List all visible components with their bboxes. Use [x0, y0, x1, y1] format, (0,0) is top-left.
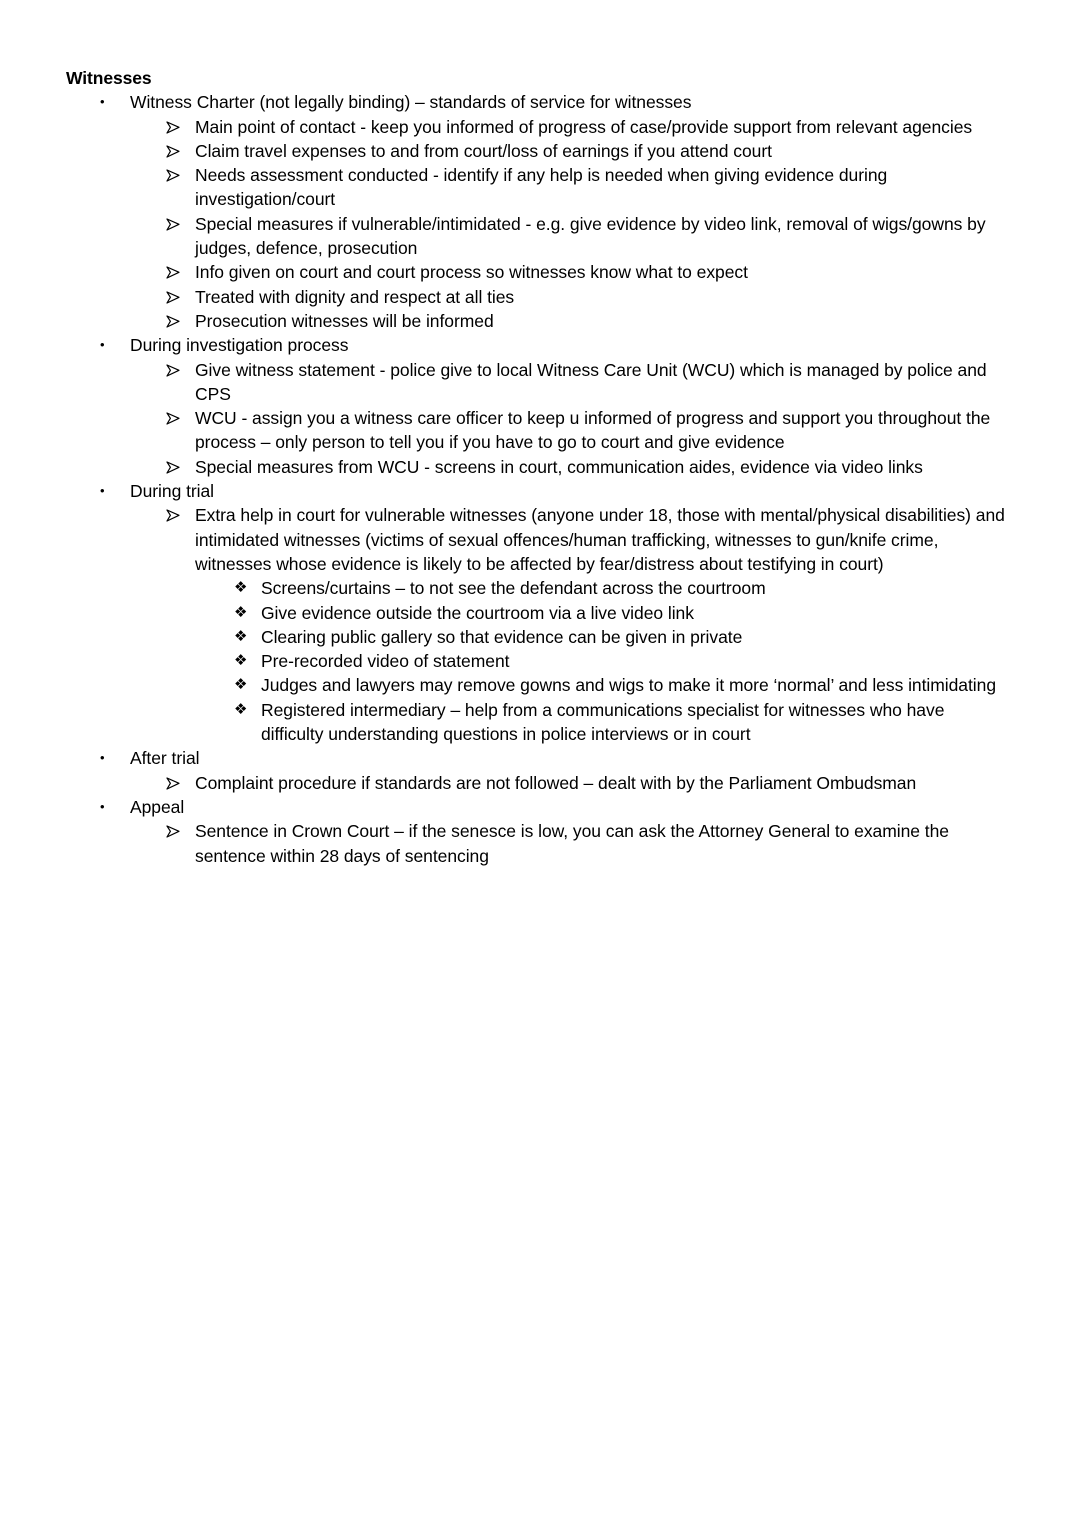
diamond-flower-icon: ❖ — [234, 603, 248, 621]
list-item — [132, 115, 1010, 139]
list-item — [132, 139, 1010, 163]
list-item — [132, 285, 1010, 309]
list-item — [66, 479, 1010, 503]
arrow-head-icon — [165, 167, 183, 184]
list-item — [200, 601, 1010, 625]
list-item-label: Special measures from WCU - screens in court, communication aides, evidence via video links — [195, 456, 923, 477]
list-item-label: Extra help in court for vulnerable witnesses (anyone under 18, those with mental/physical disabilities) and intimidated witnesses (victims of sexual offences/human trafficking, witnesses to gun/knife crime, witnesses whose evidence is likely to be affected by fear/distress about testifying in court) — [195, 505, 1005, 574]
arrow-head-icon — [165, 362, 183, 379]
list-item — [200, 673, 1010, 697]
page-title: Witnesses — [66, 68, 152, 88]
list-item-label: Witness Charter (not legally binding) – standards of service for witnesses — [130, 92, 692, 113]
outline-list-level-3 — [200, 576, 1010, 746]
list-item — [200, 625, 1010, 649]
arrow-head-icon — [165, 775, 183, 792]
list-item-label: Prosecution witnesses will be informed — [195, 310, 494, 331]
list-item — [66, 746, 1010, 770]
arrow-head-icon — [165, 313, 183, 330]
bullet-dot-icon: • — [100, 483, 105, 499]
list-item-label: Judges and lawyers may remove gowns and wigs to make it more ‘normal’ and less intimidating — [261, 675, 996, 696]
list-item-label: WCU - assign you a witness care officer to keep u informed of progress and support you throughout the process – only person to tell you if you have to go to court and give evidence — [195, 408, 991, 453]
arrow-head-icon — [165, 216, 183, 233]
list-item — [200, 649, 1010, 673]
list-item-label: During investigation process — [130, 335, 349, 356]
arrow-head-icon — [165, 119, 183, 136]
arrow-head-icon — [165, 410, 183, 427]
outline-list-level-1 — [66, 90, 1010, 868]
outline-list-level-2 — [132, 115, 1010, 334]
arrow-head-icon — [165, 289, 183, 306]
list-item — [66, 795, 1010, 819]
list-item-label: Clearing public gallery so that evidence can be given in private — [261, 626, 743, 647]
list-item-label: Special measures if vulnerable/intimidated - e.g. give evidence by video link, removal of wigs/gowns by judges, defence, prosecution — [195, 213, 986, 259]
list-item — [132, 358, 1010, 407]
list-item — [66, 90, 1010, 114]
bullet-dot-icon: • — [100, 750, 105, 766]
list-item-label: Complaint procedure if standards are not followed – dealt with by the Parliament Ombudsman — [195, 772, 917, 793]
list-item-label: Main point of contact - keep you informed of progress of case/provide support from relevant agencies — [195, 116, 973, 137]
arrow-head-icon — [165, 507, 183, 524]
outline-list-level-2 — [132, 771, 1010, 795]
outline-list-level-2 — [132, 819, 1010, 868]
list-item-label: Needs assessment conducted - identify if any help is needed when giving evidence during investigation/court — [195, 165, 888, 210]
arrow-head-icon — [165, 823, 183, 840]
list-item-label: During trial — [130, 481, 215, 502]
outline-list-level-2 — [132, 358, 1010, 479]
list-item — [200, 698, 1010, 747]
list-item-label: Info given on court and court process so witnesses know what to expect — [195, 262, 748, 283]
list-item-label: Claim travel expenses to and from court/loss of earnings if you attend court — [195, 140, 772, 161]
list-item-label: Appeal — [130, 796, 185, 817]
list-item — [132, 819, 1010, 868]
diamond-flower-icon: ❖ — [234, 676, 248, 694]
list-item — [132, 503, 1010, 576]
bullet-dot-icon: • — [100, 337, 105, 353]
outline-list-level-2 — [132, 503, 1010, 746]
diamond-flower-icon: ❖ — [234, 700, 248, 718]
list-item-label: Sentence in Crown Court – if the senesce is low, you can ask the Attorney General to examine the sentence within 28 days of sentencing — [195, 821, 949, 866]
list-item-label: Pre-recorded video of statement — [261, 651, 510, 672]
arrow-head-icon — [165, 459, 183, 476]
list-item — [132, 771, 1010, 795]
list-item — [66, 333, 1010, 357]
list-item — [132, 406, 1010, 455]
list-item-label: Give witness statement - police give to local Witness Care Unit (WCU) which is managed by police and CPS — [195, 359, 987, 404]
list-item-label: Registered intermediary – help from a communications specialist for witnesses who have difficulty understanding questions in police interviews or in court — [261, 699, 945, 745]
arrow-head-icon — [165, 143, 183, 160]
diamond-flower-icon: ❖ — [234, 579, 248, 597]
bullet-dot-icon: • — [100, 798, 105, 814]
list-item — [132, 212, 1010, 261]
arrow-head-icon — [165, 264, 183, 281]
list-item — [132, 260, 1010, 284]
list-item-label: Treated with dignity and respect at all ties — [195, 286, 515, 307]
list-item — [200, 576, 1010, 600]
diamond-flower-icon: ❖ — [234, 627, 248, 645]
list-item-label: After trial — [130, 748, 200, 769]
list-item — [132, 455, 1010, 479]
list-item-label: Screens/curtains – to not see the defendant across the courtroom — [261, 578, 766, 599]
list-item — [132, 163, 1010, 212]
list-item — [132, 309, 1010, 333]
bullet-dot-icon: • — [100, 94, 105, 110]
list-item-label: Give evidence outside the courtroom via a live video link — [261, 602, 694, 623]
diamond-flower-icon: ❖ — [234, 652, 248, 670]
